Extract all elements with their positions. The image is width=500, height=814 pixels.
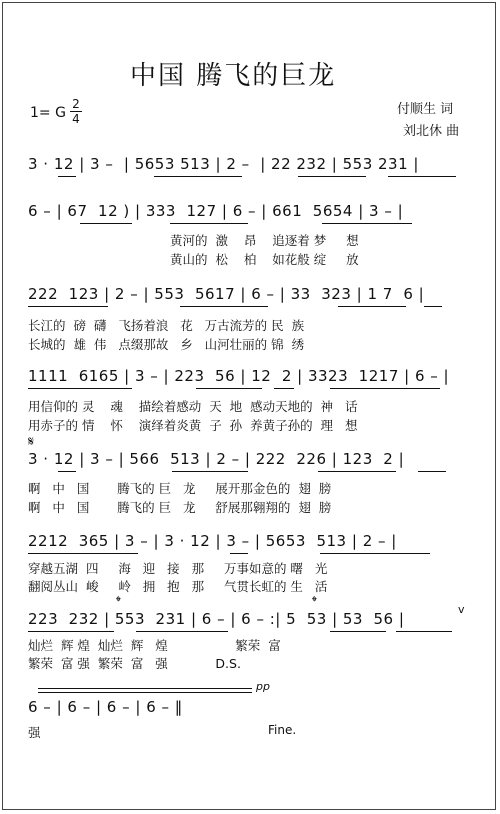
lyricist-credit: 付顺生 词 — [397, 102, 454, 117]
lyrics-line-5-verse-1: 啊 中 国 腾飞的 巨 龙 展开那金色的 翅 膀 — [28, 481, 332, 496]
notes-line-2: 6 – | 67 12 ) | 333 127 | 6 – | 661 5654 | 3 – | — [28, 202, 404, 220]
time-signature-denominator: 4 — [72, 112, 80, 126]
segno-sign: 𝄋 — [28, 434, 35, 450]
time-signature — [70, 98, 82, 125]
time-signature-numerator: 2 — [72, 97, 80, 111]
lyrics-line-6-verse-2: 翻阅丛山 峻 岭 拥 抱 那 气贯长虹的 生 活 — [28, 579, 328, 594]
decrescendo-line — [38, 688, 252, 689]
lyrics-line-3-verse-1: 长江的 磅 礴 飞扬着浪 花 万古流芳的 民 族 — [28, 318, 305, 333]
lyrics-line-6-verse-1: 穿越五湖 四 海 迎 接 那 万事如意的 曙 光 — [28, 561, 328, 576]
dynamic-mark: pp — [256, 680, 270, 693]
notes-line-6: 2212 365 | 3 – | 3 · 12 | 3 – | 5653 513 | 2 – | — [28, 532, 397, 550]
lyrics-line-5-verse-2: 啊 中 国 腾飞的 巨 龙 舒展那翱翔的 翅 膀 — [28, 500, 332, 515]
lyrics-line-4-verse-1: 用信仰的 灵 魂 描绘着感动 天 地 感动天地的 神 话 — [28, 399, 358, 414]
coda-sign-right: 𝄌 — [312, 594, 317, 610]
composer-credit: 刘北休 曲 — [403, 124, 460, 139]
lyrics-line-7-verse-1: 灿烂 辉 煌 灿烂 辉 煌 繁荣 富 — [28, 638, 281, 653]
notes-line-7: 223 232 | 553 231 | 6 – | 6 – :| 5 53 | 53 56 | — [28, 610, 405, 628]
notes-line-4: 1111 6165 | 3 – | 223 56 | 12 2 | 3323 1217 | 6 – | — [28, 367, 450, 385]
notes-line-3: 222 123 | 2 – | 553 5617 | 6 – | 33 323 | 1 7 6 | — [28, 285, 425, 303]
fine-mark: Fine. — [268, 723, 297, 737]
lyrics-line-2-verse-1: 黄河的 激 昂 追逐着 梦 想 — [170, 233, 359, 248]
notes-line-1: 3 · 12 | 3 – | 5653 513 | 2 – | 22 232 | 553 231 | — [28, 155, 419, 173]
notes-line-8: 6 – | 6 – | 6 – | 6 – ‖ — [28, 698, 183, 716]
lyrics-line-4-verse-2: 用赤子的 情 怀 演绎着炎黄 子 孙 养黄子孙的 理 想 — [28, 418, 358, 433]
coda-sign-left: 𝄌 — [116, 594, 121, 610]
lyrics-line-8: 强 — [28, 725, 41, 740]
lyrics-line-2-verse-2: 黄山的 松 柏 如花般 绽 放 — [170, 252, 359, 267]
lyrics-line-3-verse-2: 长城的 雄 伟 点缀那故 乡 山河壮丽的 锦 绣 — [28, 337, 305, 352]
lyrics-line-7-verse-2: 繁荣 富 强 繁荣 富 强 D.S. — [28, 656, 241, 671]
breath-mark: v — [458, 603, 465, 616]
song-title: 中国 腾飞的巨龙 — [130, 61, 337, 91]
key-signature: 1= G — [30, 105, 66, 121]
notes-line-5: 3 · 12 | 3 – | 566 513 | 2 – | 222 226 | 123 2 | — [28, 450, 405, 468]
